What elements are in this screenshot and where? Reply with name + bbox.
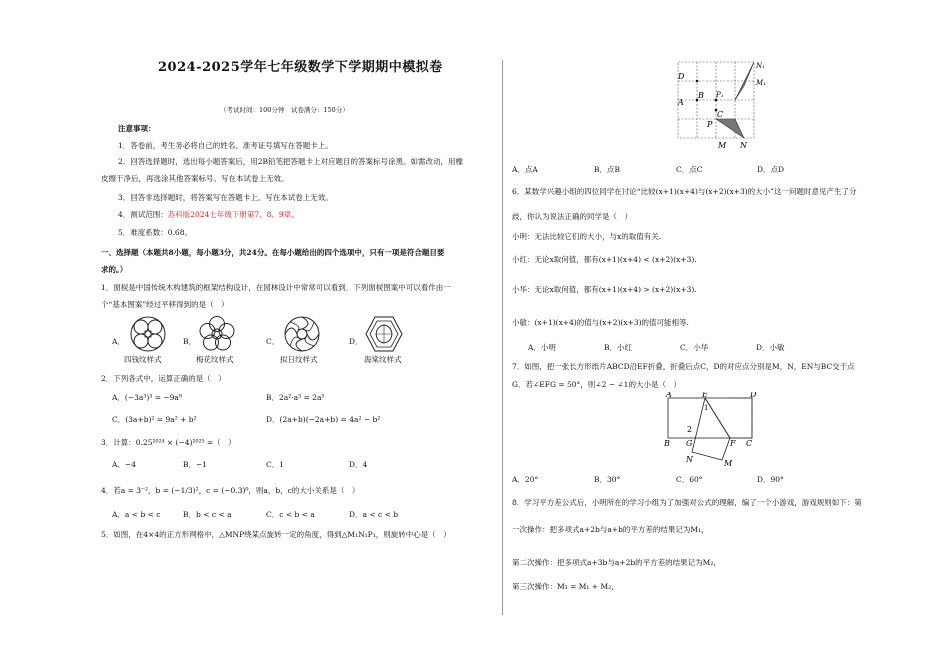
- label-A: A: [678, 98, 684, 107]
- q6-stem: 6．某数学兴趣小组的四位同学在讨论“比较(x+1)(x+4)与(x+2)(x+3)的大小”这一问题时意见产生了分: [512, 187, 857, 196]
- q3-option-b[interactable]: B．−1: [183, 460, 208, 469]
- q1-option-d-caption: 海棠纹样式: [364, 355, 402, 364]
- q7-fold-figure: [660, 392, 760, 468]
- section1-heading-cont: 求的。）: [101, 265, 128, 274]
- notice-item-5: 5．难度系数：0.68。: [118, 228, 192, 237]
- q4-option-a[interactable]: A．a < b < c: [112, 510, 161, 519]
- q4-option-c[interactable]: C．c < b < a: [266, 510, 315, 519]
- label-M: M: [724, 459, 733, 468]
- q1-option-b-letter[interactable]: B．: [183, 337, 197, 346]
- q1-option-c-caption: 拟日纹样式: [280, 355, 318, 364]
- q5-option-b[interactable]: B．点B: [594, 165, 621, 174]
- begonia-pattern-icon: [365, 316, 403, 352]
- q7-stem-cont: G．若∠EFG = 50°，则∠2 − ∠1的大小是（ ）: [512, 380, 681, 389]
- four-coins-pattern-icon: [130, 316, 166, 352]
- label-E: E: [702, 392, 708, 399]
- exam-info: （考试时间：100分钟 试卷满分：150分）: [220, 106, 349, 114]
- q6-xiaomin: 小敏：(x+1)(x+4)的值与(x+2)(x+3)的值可能相等.: [512, 318, 689, 327]
- q1-option-a-letter[interactable]: A．: [112, 337, 125, 346]
- q1-option-a-caption: 四钱纹样式: [124, 355, 162, 364]
- q7-option-d[interactable]: D．90°: [757, 475, 784, 484]
- scope-suffix: 。: [291, 210, 299, 219]
- notice-item-1: 1．答卷前，考生务必将自己的姓名、准考证号填写在答题卡上。: [118, 141, 333, 150]
- notice-heading: 注意事项：: [118, 124, 156, 133]
- notice-item-2: 2．回答选择题时，选出每小题答案后，用2B铅笔把答题卡上对应题目的答案标号涂黑。如需改动，用橡: [118, 157, 464, 166]
- label-D: D: [678, 72, 685, 81]
- q6-xiaohua: 小华：无论x取何值，都有(x+1)(x+4) > (x+2)(x+3).: [512, 285, 697, 294]
- q7-option-c[interactable]: C．60°: [676, 475, 703, 484]
- label-B: B: [698, 91, 704, 100]
- q6-option-b[interactable]: B．小红: [604, 343, 633, 352]
- label-P: P: [707, 120, 713, 129]
- q2-option-d[interactable]: D．(2a+b)(−2a+b) = 4a² − b²: [266, 415, 381, 424]
- label-N: N: [740, 141, 747, 150]
- section1-heading: 一、选择题（本题共8小题，每小题3分，共24分。在每小题给出的四个选项中，只有一项是符合题目要: [101, 248, 445, 257]
- q5-option-a[interactable]: A．点A: [512, 165, 538, 174]
- notice-item-4: [118, 210, 299, 220]
- q6-option-a[interactable]: A．小明: [528, 343, 556, 352]
- q1-stem: 1．窗棂是中国传统木构建筑的框架结构设计，在园林设计中常常可以看到．下列窗棂图案中可以看作由一: [101, 283, 451, 292]
- q6-xiaohong: 小红：无论x取何值，都有(x+1)(x+4) < (x+2)(x+3).: [512, 255, 697, 264]
- q5-option-c[interactable]: C．点C: [676, 165, 703, 174]
- angle-2-label: 2: [687, 425, 693, 434]
- q8-operation-2: 第二次操作：把多项式a+3b与a+2b的平方差的结果记为M₂，: [512, 558, 721, 567]
- page-title: 2024-2025学年七年级数学下学期期中模拟卷: [158, 60, 443, 75]
- q1-stem-cont: 个“基本图案”经过平移得到的是（ ）: [101, 300, 229, 309]
- q3-option-a[interactable]: A．−4: [112, 460, 136, 469]
- q4-stem: 4．若a = 3⁻²，b = (−1/3)²，c = (−0.3)⁰，则a，b，c的大小关系是（ ）: [101, 486, 360, 495]
- q2-option-b[interactable]: B．2a²·a³ = 2a⁵: [266, 393, 325, 402]
- scope-highlight: 苏科版2024七年级下册第7、8、9章: [167, 210, 292, 219]
- q1-option-d-letter[interactable]: D．: [349, 337, 363, 346]
- label-A: A: [666, 392, 672, 399]
- label-M1: M₁: [756, 79, 766, 87]
- q1-option-c-letter[interactable]: C．: [266, 337, 280, 346]
- q8-stem: 8．学习平方差公式后，小明所在的学习小组为了加强对公式的理解，编了一个小游戏，游戏规则如下：第: [512, 498, 862, 507]
- column-divider: [502, 60, 503, 615]
- q2-option-c[interactable]: C．(3a+b)² = 9a² + b²: [112, 415, 197, 424]
- notice-item-2-cont: 皮擦干净后，再选涂其他答案标号。写在本试卷上无效。: [101, 174, 289, 183]
- q3-option-d[interactable]: D．4: [349, 460, 368, 469]
- q5-stem: 5．如图，在4×4的正方形网格中，△MNP绕某点旋转一定的角度，得到△M₁N₁P₁，则旋转中心是（ ）: [101, 530, 451, 539]
- q2-option-a[interactable]: A．(−3a³)³ = −9a⁹: [112, 393, 182, 402]
- q4-option-d[interactable]: D．a < c < b: [349, 510, 399, 519]
- label-B: B: [664, 439, 670, 448]
- angle-1-label: 1: [704, 404, 709, 412]
- q7-stem: 7．如图，把一张长方形纸片ABCD沿EF折叠，折叠后点C，D的对应点分别是M，N，EN与BC交于点: [512, 362, 855, 371]
- q5-option-d[interactable]: D．点D: [757, 165, 785, 174]
- q6-stem-cont: 歧，你认为说法正确的同学是（ ）: [512, 212, 632, 221]
- q2-stem: 2．下列各式中，运算正确的是（ ）: [101, 374, 226, 383]
- label-D: D: [750, 392, 757, 399]
- q8-operation-3: 第三次操作：M₃ = M₁ + M₂，: [512, 582, 619, 591]
- q7-option-b[interactable]: B．30°: [594, 475, 621, 484]
- label-C: C: [717, 110, 724, 119]
- plum-blossom-pattern-icon: [199, 316, 235, 352]
- notice-item-3: 3．回答非选择题时，将答案写在答题卡上。写在本试卷上无效。: [118, 193, 333, 202]
- label-F: F: [730, 439, 736, 448]
- q1-option-b-caption: 梅花纹样式: [196, 355, 234, 364]
- q7-option-a[interactable]: A．20°: [512, 475, 539, 484]
- q6-xiaoming: 小明：无法比较它们的大小，与x的取值有关.: [512, 232, 662, 241]
- q3-option-c[interactable]: C．1: [266, 460, 285, 469]
- q4-option-b[interactable]: B．b < c < a: [183, 510, 232, 519]
- label-G: G: [686, 439, 693, 448]
- label-C: C: [746, 439, 753, 448]
- sun-swirl-pattern-icon: [284, 316, 320, 352]
- q5-grid-figure: [668, 60, 768, 150]
- label-M: M: [718, 141, 727, 150]
- q8-operation-1: 一次操作：把多项式a+2b与a+b的平方差的结果记为M₁，: [512, 525, 709, 534]
- q6-option-d[interactable]: D．小敏: [756, 343, 785, 352]
- q6-option-c[interactable]: C．小华: [680, 343, 709, 352]
- scope-prefix: 4．测试范围：: [118, 210, 168, 219]
- label-N1: N₁: [756, 62, 765, 70]
- label-P1: P₁: [716, 91, 724, 99]
- label-N: N: [686, 455, 693, 464]
- q3-stem: 3．计算：0.25²⁰²⁴ × (−4)²⁰²⁵ =（ ）: [101, 438, 236, 447]
